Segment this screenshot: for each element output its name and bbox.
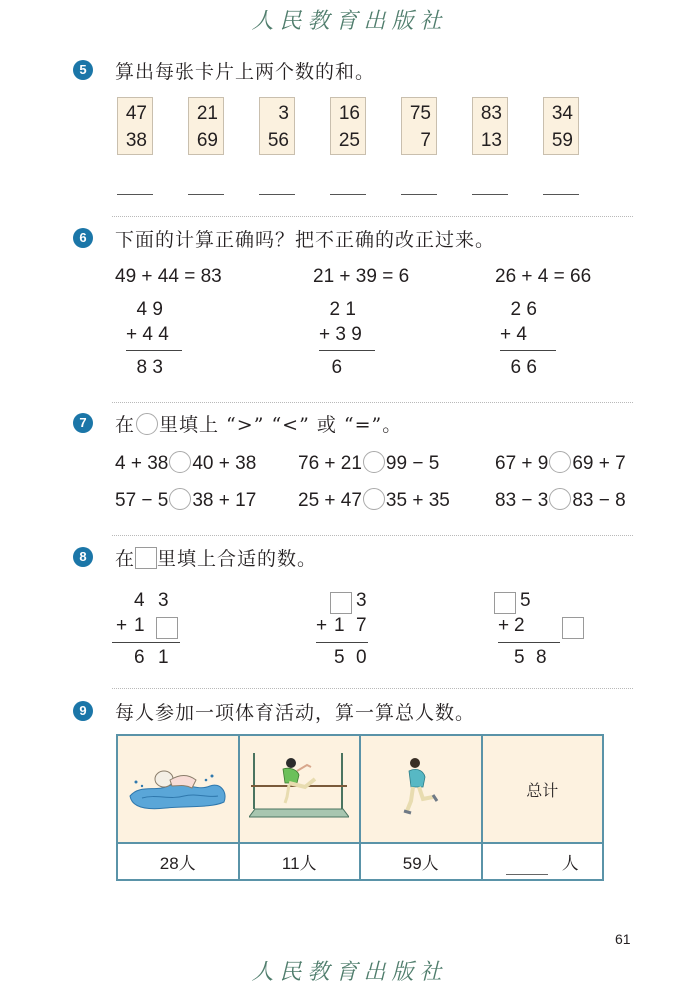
section-divider <box>112 535 633 536</box>
comparison-item: 25 + 47 35 + 35 <box>298 490 450 512</box>
comparison-circle[interactable] <box>169 488 191 510</box>
vertical-addition: 3 + 1 7 5 0 <box>316 590 367 668</box>
comparison-item: 57 − 5 38 + 17 <box>115 490 256 512</box>
comparison-circle[interactable] <box>169 451 191 473</box>
hurdles-icon <box>249 751 349 823</box>
hurdles-cell <box>239 735 361 843</box>
comparison-circle[interactable] <box>363 488 385 510</box>
vertical-addition: 2 6 + 4 6 6 <box>500 297 556 380</box>
number-card: 3 56 <box>259 97 295 155</box>
digit-box[interactable] <box>156 617 178 639</box>
running-count: 59人 <box>360 843 482 880</box>
equation: 26 + 4 = 66 <box>495 266 592 287</box>
question-7-prompt: 在 里填上 “>” “<” 或 “=”。 <box>115 414 403 436</box>
comparison-circle[interactable] <box>549 488 571 510</box>
comparison-item: 4 + 38 40 + 38 <box>115 453 256 475</box>
publisher-header: 人民教育出版社 <box>251 9 448 34</box>
section-divider <box>112 216 633 217</box>
sports-table <box>116 734 604 881</box>
page-number: 61 <box>615 931 631 947</box>
question-number-5: 5 <box>73 60 93 80</box>
total-count-cell <box>482 843 604 880</box>
swimming-cell <box>117 735 239 843</box>
running-icon <box>401 755 441 819</box>
answer-blank[interactable] <box>401 194 437 195</box>
answer-blank[interactable] <box>472 194 508 195</box>
comparison-item: 67 + 9 69 + 7 <box>495 453 626 475</box>
swimming-count: 28人 <box>117 843 239 880</box>
comparison-circle[interactable] <box>549 451 571 473</box>
number-card: 75 7 <box>401 97 437 155</box>
total-unit: 人 <box>561 853 579 873</box>
answer-blank[interactable] <box>117 194 153 195</box>
swimming-icon <box>126 762 230 812</box>
question-8-prompt: 在 里填上合适的数。 <box>115 548 318 570</box>
section-divider <box>112 688 633 689</box>
question-number-6: 6 <box>73 228 93 248</box>
comparison-item: 76 + 21 99 − 5 <box>298 453 439 475</box>
hurdles-count: 11人 <box>239 843 361 880</box>
publisher-footer: 人民教育出版社 <box>251 960 448 985</box>
number-card: 47 38 <box>117 97 153 155</box>
answer-blank[interactable] <box>543 194 579 195</box>
answer-blank[interactable] <box>188 194 224 195</box>
digit-box[interactable] <box>494 592 516 614</box>
question-number-7: 7 <box>73 413 93 433</box>
total-answer-blank[interactable] <box>506 854 548 875</box>
question-6-prompt: 下面的计算正确吗？把不正确的改正过来。 <box>115 229 496 251</box>
section-divider <box>112 402 633 403</box>
total-label: 总计 <box>526 780 559 800</box>
square-placeholder-icon <box>135 547 157 569</box>
digit-box[interactable] <box>562 617 584 639</box>
answer-blank[interactable] <box>259 194 295 195</box>
circle-placeholder-icon <box>136 413 158 435</box>
equation: 21 + 39 = 6 <box>313 266 410 287</box>
number-card: 21 69 <box>188 97 224 155</box>
running-cell <box>360 735 482 843</box>
number-card: 34 59 <box>543 97 579 155</box>
equation: 49 + 44 = 83 <box>115 266 222 287</box>
digit-box[interactable] <box>330 592 352 614</box>
answer-blank[interactable] <box>330 194 366 195</box>
number-card: 16 25 <box>330 97 366 155</box>
vertical-addition: 4 3 + 1 6 1 <box>110 590 184 675</box>
vertical-addition: 4 9 + 4 4 8 3 <box>126 297 182 380</box>
total-label-cell <box>482 735 604 843</box>
question-9-prompt: 每人参加一项体育活动，算一算总人数。 <box>115 702 476 724</box>
question-5-prompt: 算出每张卡片上两个数的和。 <box>115 61 376 83</box>
comparison-item: 83 − 3 83 − 8 <box>495 490 626 512</box>
vertical-addition: 2 1 + 3 9 6 <box>319 297 375 380</box>
question-number-8: 8 <box>73 547 93 567</box>
question-number-9: 9 <box>73 701 93 721</box>
vertical-addition: 5 + 2 5 8 <box>456 590 566 675</box>
number-card: 83 13 <box>472 97 508 155</box>
comparison-circle[interactable] <box>363 451 385 473</box>
